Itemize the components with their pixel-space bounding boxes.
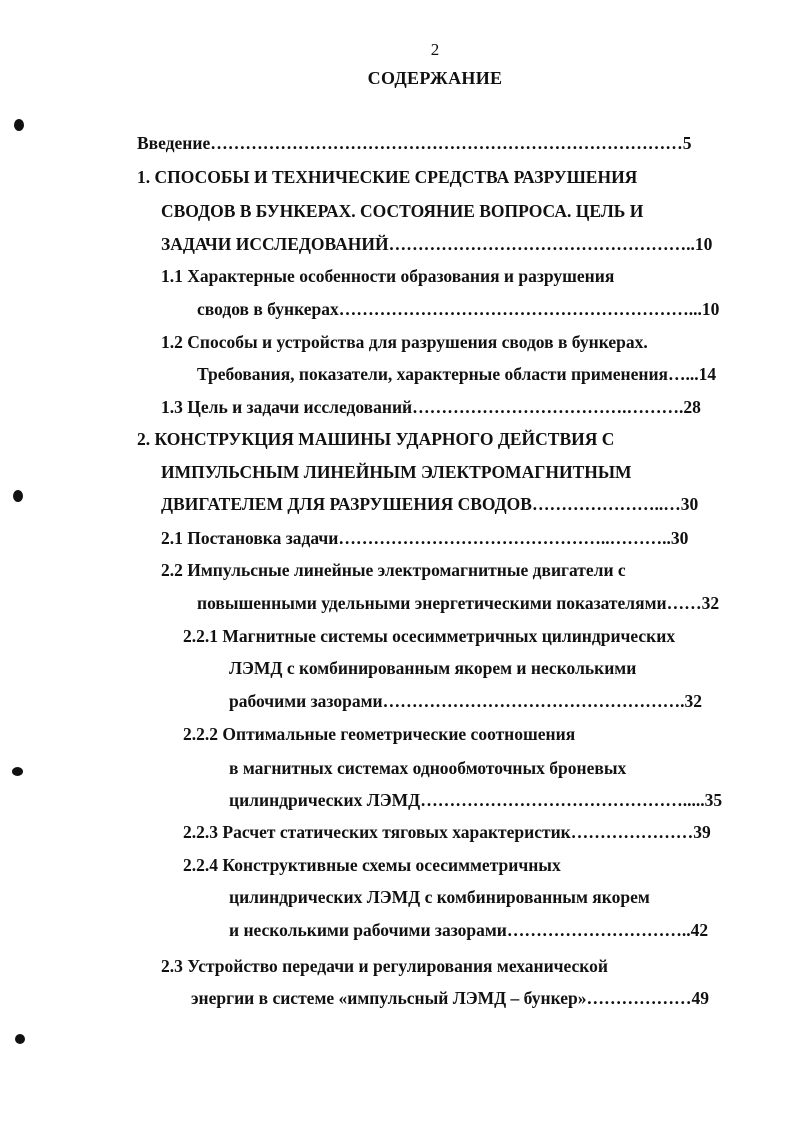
toc-entry: ИМПУЛЬСНЫМ ЛИНЕЙНЫМ ЭЛЕКТРОМАГНИТНЫМ [161,462,632,482]
toc-entry: и несколькими рабочими зазорами…………………………..42 [229,920,709,940]
toc-entry: 1.3 Цель и задачи исследований……………………………….……….28 [161,397,701,417]
toc-entry: цилиндрических ЛЭМД……………………………………….....35 [229,790,723,810]
page-number: 2 [430,40,440,59]
toc-entry: 2.2.3 Расчет статических тяговых характеристик…………………39 [183,822,711,842]
toc-entry: сводов в бункерах……………………………………………………...10 [197,299,720,319]
toc-entry: энергии в системе «импульсный ЛЭМД – бункер»………………49 [191,988,709,1008]
toc-entry: 2.2.1 Магнитные системы осесимметричных цилиндрических [183,626,676,646]
scan-mark [13,490,23,502]
toc-entry: 2.3 Устройство передачи и регулирования механической [161,956,608,976]
toc-entry: рабочими зазорами…………………………………………….32 [229,691,702,711]
toc-entry: ДВИГАТЕЛЕМ ДЛЯ РАЗРУШЕНИЯ СВОДОВ…………………..…30 [161,494,699,514]
toc-entry: Требования, показатели, характерные области применения…...14 [197,364,717,384]
toc-entry: СВОДОВ В БУНКЕРАХ. СОСТОЯНИЕ ВОПРОСА. ЦЕЛЬ И [161,201,644,221]
toc-entry: 1.2 Способы и устройства для разрушения сводов в бункерах. [161,332,648,352]
scan-mark [15,1034,25,1044]
toc-entry: ЗАДАЧИ ИССЛЕДОВАНИЙ……………………………………………..10 [161,234,713,254]
toc-entry: 2. КОНСТРУКЦИЯ МАШИНЫ УДАРНОГО ДЕЙСТВИЯ С [137,429,615,449]
toc-entry: 2.2 Импульсные линейные электромагнитные двигатели с [161,560,626,580]
toc-entry: повышенными удельными энергетическими показателями……32 [197,593,720,613]
toc-entry: 2.2.2 Оптимальные геометрические соотношения [183,724,576,744]
toc-entry: ЛЭМД с комбинированным якорем и несколькими [229,658,637,678]
scan-mark [12,767,23,776]
page-title: СОДЕРЖАНИЕ [367,68,503,88]
toc-entry: 2.2.4 Конструктивные схемы осесимметричных [183,855,561,875]
toc-entry: 1.1 Характерные особенности образования и разрушения [161,266,615,286]
toc-entry: цилиндрических ЛЭМД с комбинированным якорем [229,887,650,907]
toc-entry: в магнитных системах однообмоточных броневых [229,758,627,778]
scan-mark [14,119,24,131]
toc-entry: Введение………………………………………………………………………5 [137,133,692,153]
toc-entry: 2.1 Постановка задачи………………………………………..………..30 [161,528,689,548]
toc-entry: 1. СПОСОБЫ И ТЕХНИЧЕСКИЕ СРЕДСТВА РАЗРУШЕНИЯ [137,167,638,187]
